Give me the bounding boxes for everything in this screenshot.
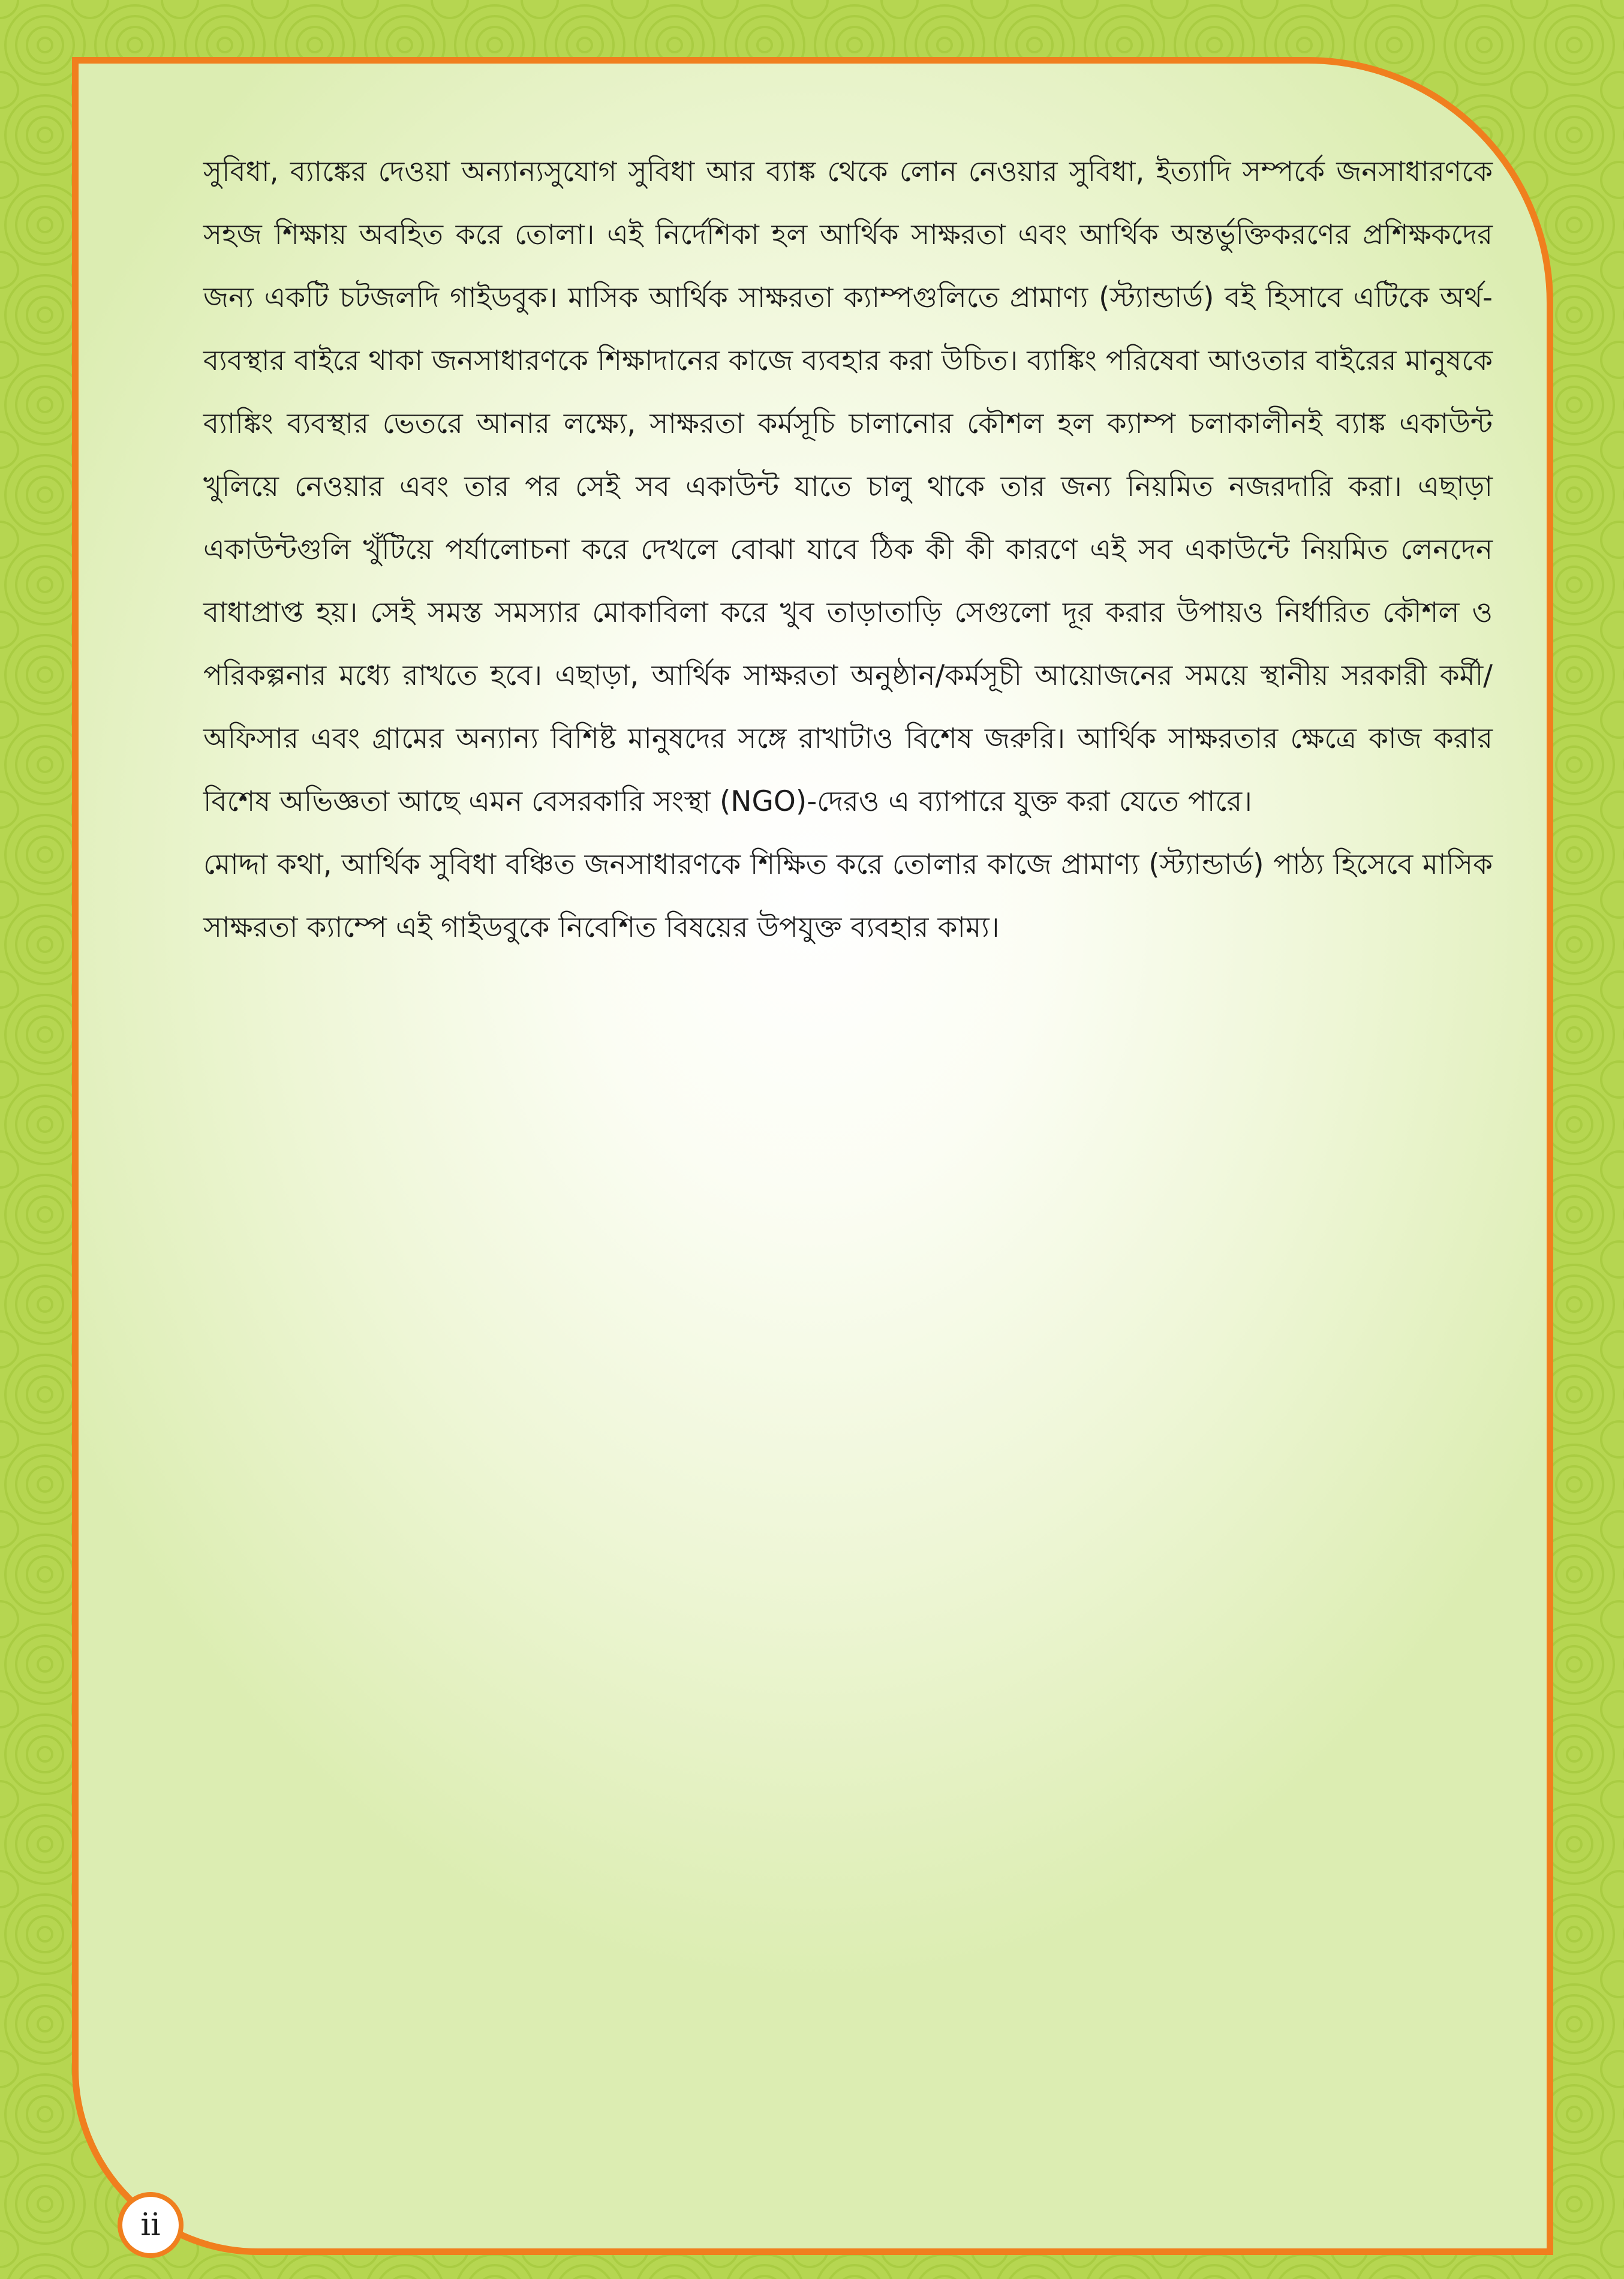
body-paragraph-2: মোদ্দা কথা, আর্থিক সুবিধা বঞ্চিত জনসাধারণকে শিক্ষিত করে তোলার কাজে প্রামাণ্য (স্ট্যান্ডার্ড) পাঠ্য হিসেবে মাসিক সাক্ষরতা ক্যাম্পে এই গাইডবুকে নিবেশিত বিষয়ের উপযুক্ত ব্যবহার কাম্য। bbox=[203, 848, 1493, 944]
page-number: ii bbox=[140, 2207, 161, 2243]
content-panel bbox=[72, 57, 1553, 2255]
page-number-badge bbox=[118, 2192, 184, 2258]
body-text bbox=[203, 140, 1493, 959]
body-paragraph-1: সুবিধা, ব্যাঙ্কের দেওয়া অন্যান্যসুযোগ সুবিধা আর ব্যাঙ্ক থেকে লোন নেওয়ার সুবিধা, ইত্যাদি সম্পর্কে জনসাধারণকে সহজ শিক্ষায় অবহিত করে তোলা। এই নির্দেশিকা হল আর্থিক সাক্ষরতা এবং আর্থিক অন্তর্ভুক্তিকরণের প্রশিক্ষকদের জন্য একটি চটজলদি গাইডবুক। মাসিক আর্থিক সাক্ষরতা ক্যাম্পগুলিতে প্রামাণ্য (স্ট্যান্ডার্ড) বই হিসাবে এটিকে অর্থ-ব্যবস্থার বাইরে থাকা জনসাধারণকে শিক্ষাদানের কাজে ব্যবহার করা উচিত। ব্যাঙ্কিং পরিষেবা আওতার বাইরের মানুষকে ব্যাঙ্কিং ব্যবস্থার ভেতরে আনার লক্ষ্যে, সাক্ষরতা কর্মসূচি চালানোর কৌশল হল ক্যাম্প চলাকালীনই ব্যাঙ্ক একাউন্ট খুলিয়ে নেওয়ার এবং তার পর সেই সব একাউন্ট যাতে চালু থাকে তার জন্য নিয়মিত নজরদারি করা। এছাড়া একাউন্টগুলি খুঁটিয়ে পর্যালোচনা করে দেখলে বোঝা যাবে ঠিক কী কী কারণে এই সব একাউন্টে নিয়মিত লেনদেন বাধাপ্রাপ্ত হয়। সেই সমস্ত সমস্যার মোকাবিলা করে খুব তাড়াতাড়ি সেগুলো দূর করার উপায়ও নির্ধারিত কৌশল ও পরিকল্পনার মধ্যে রাখতে হবে। এছাড়া, আর্থিক সাক্ষরতা অনুষ্ঠান/কর্মসূচী আয়োজনের সময়ে স্থানীয় সরকারী কর্মী/অফিসার এবং গ্রামের অন্যান্য বিশিষ্ট মানুষদের সঙ্গে রাখাটাও বিশেষ জরুরি। আর্থিক সাক্ষরতার ক্ষেত্রে কাজ করার বিশেষ অভিজ্ঞতা আছে এমন বেসরকারি সংস্থা (NGO)-দেরও এ ব্যাপারে যুক্ত করা যেতে পারে। bbox=[203, 155, 1493, 818]
